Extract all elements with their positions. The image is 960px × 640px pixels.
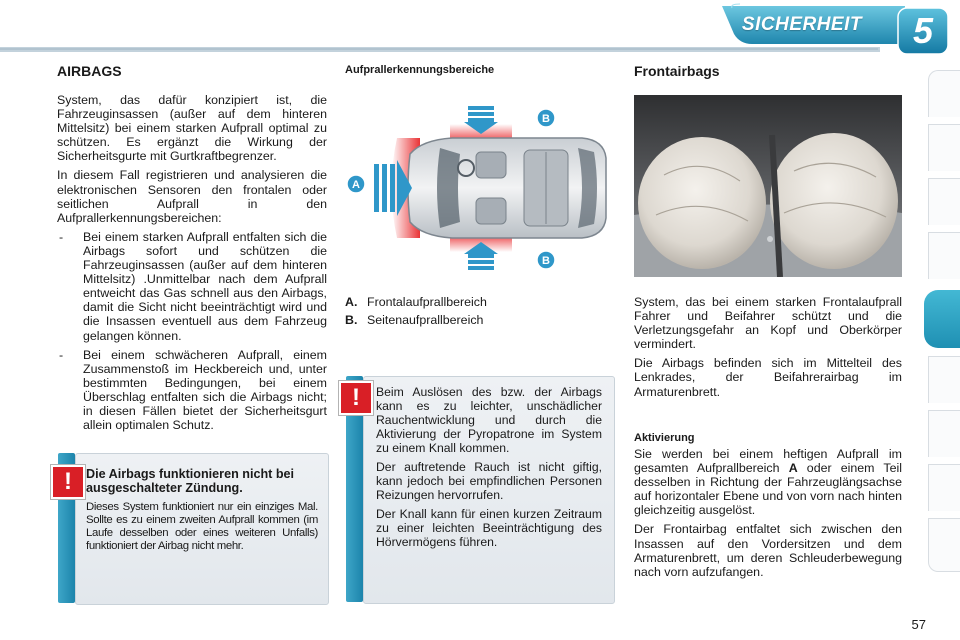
zone-label-b-top: B — [542, 113, 550, 125]
intro-paragraph: System, das dafür konzipiert ist, die Fahrzeuginsassen (außer auf dem hinteren Mittelsitz) bei einem starken Aufprall optimal zu schützen. Es ergänzt die Wirkung der Sicherheitsgurte mit Gurtkraftbegrenzer. — [57, 93, 327, 164]
chapter-tab[interactable] — [928, 518, 960, 572]
bullet-item — [57, 230, 327, 343]
legend-item — [345, 312, 605, 328]
zone-legend — [345, 294, 605, 330]
warning-icon: ! — [51, 465, 85, 499]
legend-label: Frontalaufprallbereich — [367, 295, 487, 309]
bullet-item — [57, 348, 327, 433]
chapter-tab-active[interactable] — [924, 290, 960, 348]
warning-text: Dieses System funktioniert nur ein einziges Mal. Sollte es zu einem zweiten Aufprall kommen (im Laufe desselben oder eines weiteren Unfalls) funktioniert der Airbag nicht mehr. — [86, 501, 318, 552]
chapter-tab[interactable] — [928, 410, 960, 457]
bullet-dash: - — [59, 229, 64, 244]
section-title-airbags: AIRBAGS — [57, 63, 122, 79]
section-title-frontairbags: Frontairbags — [634, 63, 720, 79]
chapter-number: 5 — [912, 10, 934, 51]
legend-label: Seitenaufprallbereich — [367, 313, 484, 327]
frontairbag-location-paragraph: Die Airbags befinden sich im Mittelteil des Lenkrades, der Beifahrerairbag im Armaturenbrett. — [634, 356, 902, 399]
activation-paragraph — [634, 447, 902, 517]
warning-title: Die Airbags funktionieren nicht bei ausgeschalteter Zündung. — [86, 467, 295, 495]
frontairbags-photo — [634, 95, 902, 277]
chapter-tab[interactable] — [928, 232, 960, 279]
bullet-text: Bei einem schwächeren Aufprall, einem Zusammenstoß im Heckbereich und, unter bestimmten Bedingungen, bei einem Überschlag entfalten sich die Airbags nicht; in diesen Fällen bietet der Sicherheitsgurt allein optimalen Schutz. — [83, 347, 327, 433]
deploy-paragraph: Der Frontairbag entfaltet sich zwischen den Insassen auf den Vordersitzen und dem Armaturenbrett, um deren Schleuderbewegung nach vorn aufzufangen. — [634, 522, 902, 579]
frontairbag-paragraph: System, das bei einem starken Frontalaufprall Fahrer und Beifahrer schützt und die Verletzungsgefahr an Kopf und Oberkörper vermindert. — [634, 295, 902, 352]
warning-icon: ! — [339, 381, 373, 415]
chapter-tab[interactable] — [928, 70, 960, 117]
activation-body — [634, 447, 902, 584]
legend-key: A. — [345, 295, 358, 309]
warning-paragraph: Der auftretende Rauch ist nicht giftig, kann jedoch bei empfindlichen Personen Reizungen hervorrufen. — [376, 460, 602, 502]
car-impact-diagram — [342, 96, 612, 278]
legend-key: B. — [345, 313, 358, 327]
section-title-zones: Aufprallerkennungsbereiche — [345, 64, 495, 76]
chapter-tab[interactable] — [928, 464, 960, 511]
bullet-dash: - — [59, 347, 64, 362]
bullet-text: Bei einem starken Aufprall entfalten sich die Airbags sofort und schützen die Fahrzeuginsassen (außer auf dem hinteren Mittelsitz) .Unmittelbar nach dem Aufprall entweicht das Gas schnell aus den Airbags, damit die Sicht nicht beeinträchtigt wird und die Insassen eventuell aus dem Fahrzeug gelangen können. — [83, 229, 327, 343]
left-body — [57, 93, 327, 437]
chapter-tab[interactable] — [928, 178, 960, 225]
chapter-tab[interactable] — [928, 356, 960, 403]
chapter-tab[interactable] — [928, 124, 960, 171]
activation-text-end: oder einem Teil desselben in Richtung der Fahrzeuglängsachse auf horizontaler Ebene und von vorn nach hinten gleichzeitig ausgelöst. — [634, 461, 902, 518]
page-number: 57 — [911, 617, 926, 632]
warning-paragraph: Der Knall kann für einen kurzen Zeitraum zu einer leichten Beeinträchtigung des Hörvermögens führen. — [376, 507, 602, 549]
activation-zone-key: A — [788, 461, 798, 476]
legend-item — [345, 294, 605, 310]
activation-title: Aktivierung — [634, 432, 695, 444]
detection-paragraph: In diesem Fall registrieren und analysieren die elektronischen Sensoren den frontalen oder seitlichen Aufprall in den Aufprallerkennungsbereichen: — [57, 168, 327, 225]
chapter-title: SICHERHEIT — [741, 14, 862, 35]
activation-text-start: Sie werden bei einem heftigen Aufprall im gesamten Aufprallbereich — [634, 447, 902, 476]
zone-label-a: A — [352, 179, 360, 191]
right-body — [634, 295, 902, 404]
zone-label-b-bottom: B — [542, 255, 550, 267]
warning-paragraph: Beim Auslösen des bzw. der Airbags kann es zu leichter, unschädlicher Rauchentwicklung und durch die Aktivierung der Pyropatrone im System zu einem Knall kommen. — [376, 385, 602, 455]
